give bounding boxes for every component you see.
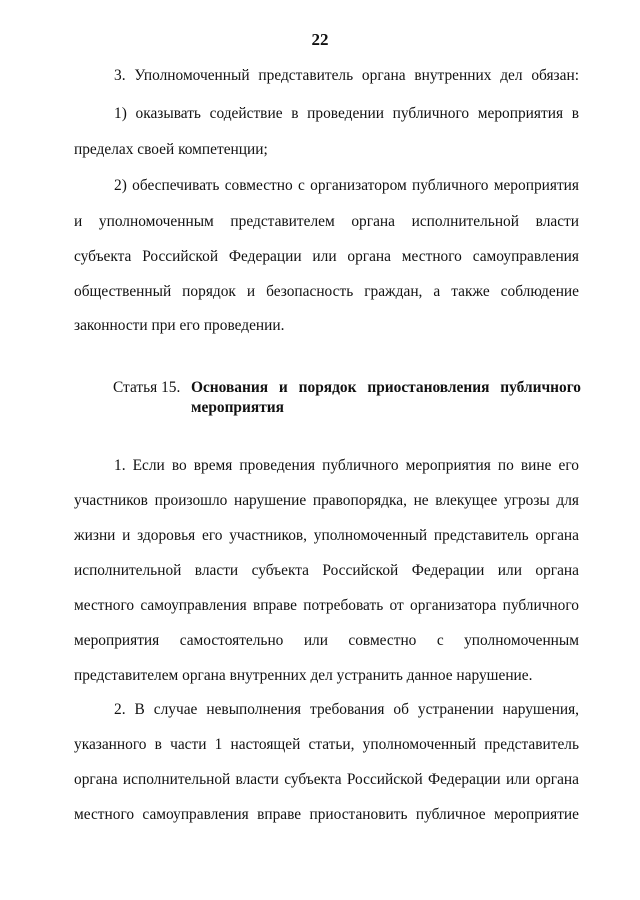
paragraph-line: 3. Уполномоченный представитель органа внутренних дел обязан: bbox=[114, 67, 579, 84]
paragraph-line: законности при его проведении. bbox=[74, 317, 285, 334]
article-title bbox=[191, 378, 581, 418]
page-number: 22 bbox=[311, 30, 329, 49]
paragraph-line: местного самоуправления вправе приостановить публичное мероприятие bbox=[74, 806, 579, 823]
paragraph-line: жизни и здоровья его участников, уполномоченный представитель органа bbox=[74, 527, 579, 544]
article-title-line: Основания и порядок приостановления публичного bbox=[191, 379, 581, 396]
paragraph-line: общественный порядок и безопасность граждан, а также соблюдение bbox=[74, 283, 579, 300]
paragraph-line: 1) оказывать содействие в проведении публичного мероприятия в bbox=[114, 105, 579, 122]
paragraph-line: участников произошло нарушение правопорядка, не влекущее угрозы для bbox=[74, 492, 579, 509]
paragraph-line: представителем органа внутренних дел устранить данное нарушение. bbox=[74, 667, 533, 684]
paragraph-line: пределах своей компетенции; bbox=[74, 141, 268, 158]
article-title-line: мероприятия bbox=[191, 399, 284, 416]
paragraph-line: 1. Если во время проведения публичного мероприятия по вине его bbox=[114, 457, 579, 474]
paragraph-line: и уполномоченным представителем органа исполнительной власти bbox=[74, 213, 579, 230]
paragraph-line: местного самоуправления вправе потребовать от организатора публичного bbox=[74, 597, 579, 614]
paragraph-line: указанного в части 1 настоящей статьи, уполномоченный представитель bbox=[74, 736, 579, 753]
article-label: Статья 15. bbox=[113, 379, 181, 396]
paragraph-line: органа исполнительной власти субъекта Российской Федерации или органа bbox=[74, 771, 579, 788]
paragraph-line: субъекта Российской Федерации или органа местного самоуправления bbox=[74, 248, 579, 265]
paragraph-line: 2) обеспечивать совместно с организатором публичного мероприятия bbox=[114, 177, 579, 194]
paragraph-line: мероприятия самостоятельно или совместно с уполномоченным bbox=[74, 632, 579, 649]
paragraph-line: 2. В случае невыполнения требования об устранении нарушения, bbox=[114, 701, 579, 718]
paragraph-line: исполнительной власти субъекта Российской Федерации или органа bbox=[74, 562, 579, 579]
